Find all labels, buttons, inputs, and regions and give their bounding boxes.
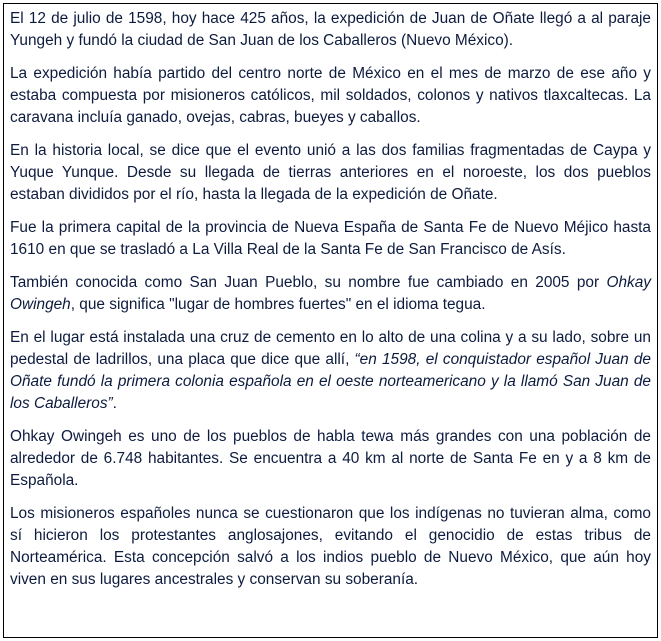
paragraph-founding: El 12 de julio de 1598, hoy hace 425 años, la expedición de Juan de Oñate llegó a al paraje Yungeh y fundó la ciudad de San Juan de los Caballeros (Nuevo México). <box>10 10 651 49</box>
document-text-box <box>3 3 658 638</box>
paragraph-name-change <box>10 272 651 316</box>
paragraph-plaque <box>10 327 651 415</box>
plaque-text-before: En el lugar está instalada una cruz de cemento en lo alto de una colina y a su lado, sobre un pedestal de ladrillos, una placa que dice que allí, <box>10 329 651 368</box>
name-change-text-after: , que significa "lugar de hombres fuertes" en el idioma tegua. <box>70 296 486 313</box>
paragraph-expedition: La expedición había partido del centro norte de México en el mes de marzo de ese año y estaba compuesta por misioneros católicos, mil soldados, colonos y nativos tlaxcaltecas. La caravana incluía ganado, ovejas, cabras, bueyes y caballos. <box>10 65 651 126</box>
name-change-italic-name: Ohkay Owingeh <box>10 274 651 313</box>
plaque-quote: “en 1598, el conquistador español Juan de Oñate fundó la primera colonia española en el oeste norteamericano y la llamó San Juan de los Caballeros” <box>10 351 651 412</box>
paragraph-population: Ohkay Owingeh es uno de los pueblos de habla tewa más grandes con una población de alrededor de 6.748 habitantes. Se encuentra a 40 km al norte de Santa Fe en y a 8 km de Española. <box>10 428 651 489</box>
paragraph-local-history: En la historia local, se dice que el evento unió a las dos familias fragmentadas de Caypa y Yuque Yunque. Desde su llegada de tierras anteriores en el noroeste, los dos pueblos estaban divididos por el río, hasta la llegada de la expedición de Oñate. <box>10 142 651 203</box>
name-change-text-before: También conocida como San Juan Pueblo, su nombre fue cambiado en 2005 por <box>10 274 607 291</box>
plaque-text-after: . <box>112 395 117 412</box>
paragraph-missionaries: Los misioneros españoles nunca se cuestionaron que los indígenas no tuvieran alma, como sí hicieron los protestantes anglosajones, evitando el genocidio de estas tribus de Norteamérica. Esta concepción salvó a los indios pueblo de Nuevo México, que aún hoy viven en sus lugares ancestrales y conservan su soberanía. <box>10 505 651 588</box>
paragraph-first-capital: Fue la primera capital de la provincia de Nueva España de Santa Fe de Nuevo Méjico hasta 1610 en que se trasladó a La Villa Real de la Santa Fe de San Francisco de Asís. <box>10 219 651 258</box>
